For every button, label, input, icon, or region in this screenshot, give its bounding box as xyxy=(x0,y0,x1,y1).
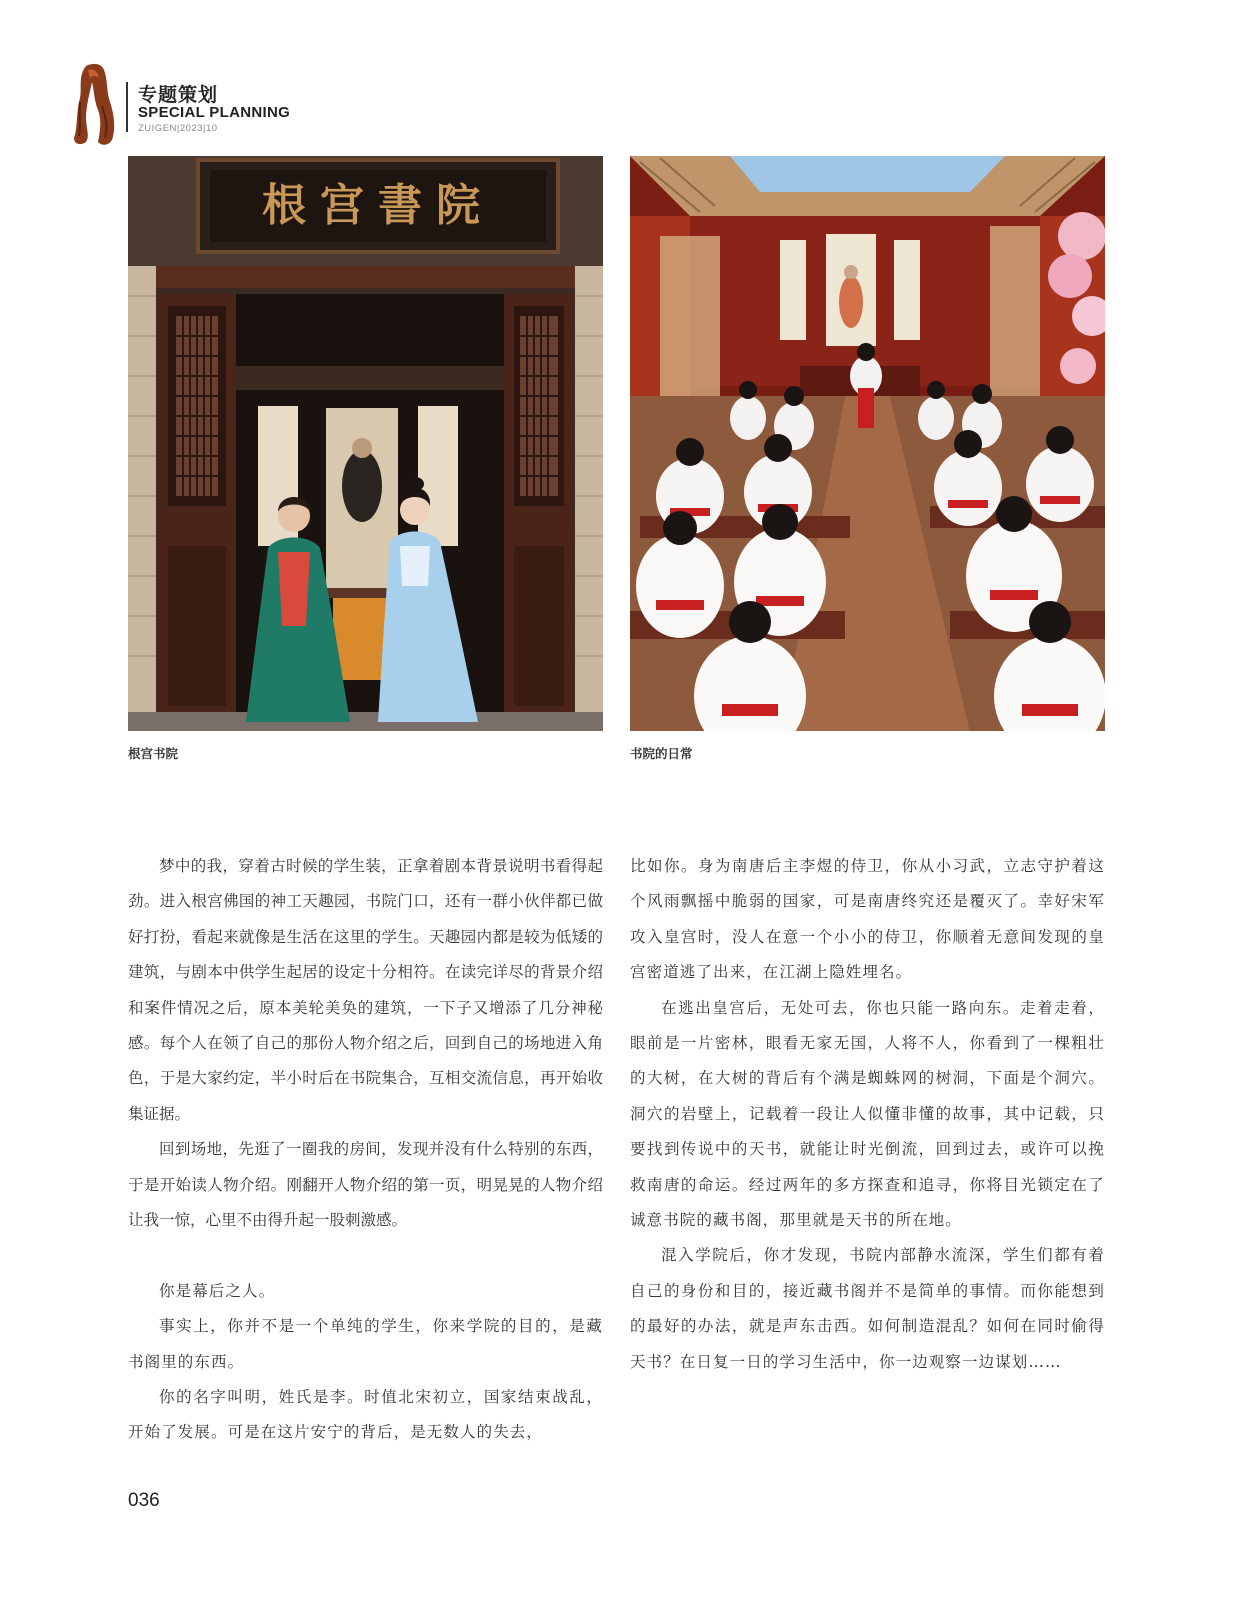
photo-caption-left: 根宫书院 xyxy=(128,746,179,761)
article-paragraph: 你的名字叫明，姓氏是李。时值北宋初立，国家结束战乱，开始了发展。可是在这片安宁的背后，是无数人的失去， xyxy=(128,1388,603,1442)
article-column-left xyxy=(128,849,603,1451)
article-paragraph: 回到场地，先逛了一圈我的房间，发现并没有什么特别的东西，于是开始读人物介绍。刚翻开人物介绍的第一页，明晃晃的人物介绍让我一惊，心里不由得升起一股刺激感。 xyxy=(128,1140,603,1230)
issue-label: ZUIGEN|2023|10 xyxy=(138,123,218,134)
paragraph-gap xyxy=(128,1238,603,1273)
header-divider xyxy=(126,82,128,132)
photo-caption-right: 书院的日常 xyxy=(630,746,693,761)
section-title: 专题策划 xyxy=(138,84,219,106)
classroom-photo xyxy=(630,156,1105,731)
article-paragraph: 梦中的我，穿着古时候的学生装，正拿着剧本背景说明书看得起劲。进入根宫佛国的神工天趣园，书院门口，还有一群小伙伴都已做好打扮，看起来就像是生活在这里的学生。天趣园内都是较为低矮的建筑，与剧本中供学生起居的设定十分相符。在读完详尽的背景介绍和案件情况之后，原本美轮美奂的建筑，一下子又增添了几分神秘感。每个人在领了自己的那份人物介绍之后，回到自己的场地进入角色，于是大家约定，半小时后在书院集合，互相交流信息，再开始收集证据。 xyxy=(128,857,603,1123)
article-paragraph: 在逃出皇宫后，无处可去，你也只能一路向东。走着走着，眼前是一片密林，眼看无家无国，人将不人，你看到了一棵粗壮的大树，在大树的背后有个满是蜘蛛网的树洞，下面是个洞穴。洞穴的岩壁上，记载着一段让人似懂非懂的故事，其中记载，只要找到传说中的天书，就能让时光倒流，回到过去，或许可以挽救南唐的命运。经过两年的多方探查和追寻，你将目光锁定在了诚意书院的藏书阁，那里就是天书的所在地。 xyxy=(630,998,1105,1230)
page-header xyxy=(72,60,332,150)
article-paragraph: 混入学院后，你才发现，书院内部静水流深，学生们都有着自己的身份和目的，接近藏书阁并不是简单的事情。而你能想到的最好的办法，就是声东击西。如何制造混乱？如何在同时偷得天书？在日复一日的学习生活中，你一边观察一边谋划…… xyxy=(630,1246,1105,1371)
academy-gate-photo xyxy=(128,156,603,731)
signboard-text: 根宫書院 xyxy=(262,180,494,231)
article-paragraph: 比如你。身为南唐后主李煜的侍卫，你从小习武，立志守护着这个风雨飘摇中脆弱的国家，可是南唐终究还是覆灭了。幸好宋军攻入皇宫时，没人在意一个小小的侍卫，你顺着无意间发现的皇宫密道逃了出来，在江湖上隐姓埋名。 xyxy=(630,857,1105,982)
article-column-right xyxy=(630,849,1105,1380)
page-number: 036 xyxy=(128,1490,160,1511)
section-subtitle: SPECIAL PLANNING xyxy=(138,104,291,121)
root-carving-logo-icon xyxy=(72,62,116,148)
article-paragraph: 你是幕后之人。 xyxy=(159,1281,276,1300)
article-paragraph: 事实上，你并不是一个单纯的学生，你来学院的目的，是藏书阁里的东西。 xyxy=(128,1317,603,1371)
